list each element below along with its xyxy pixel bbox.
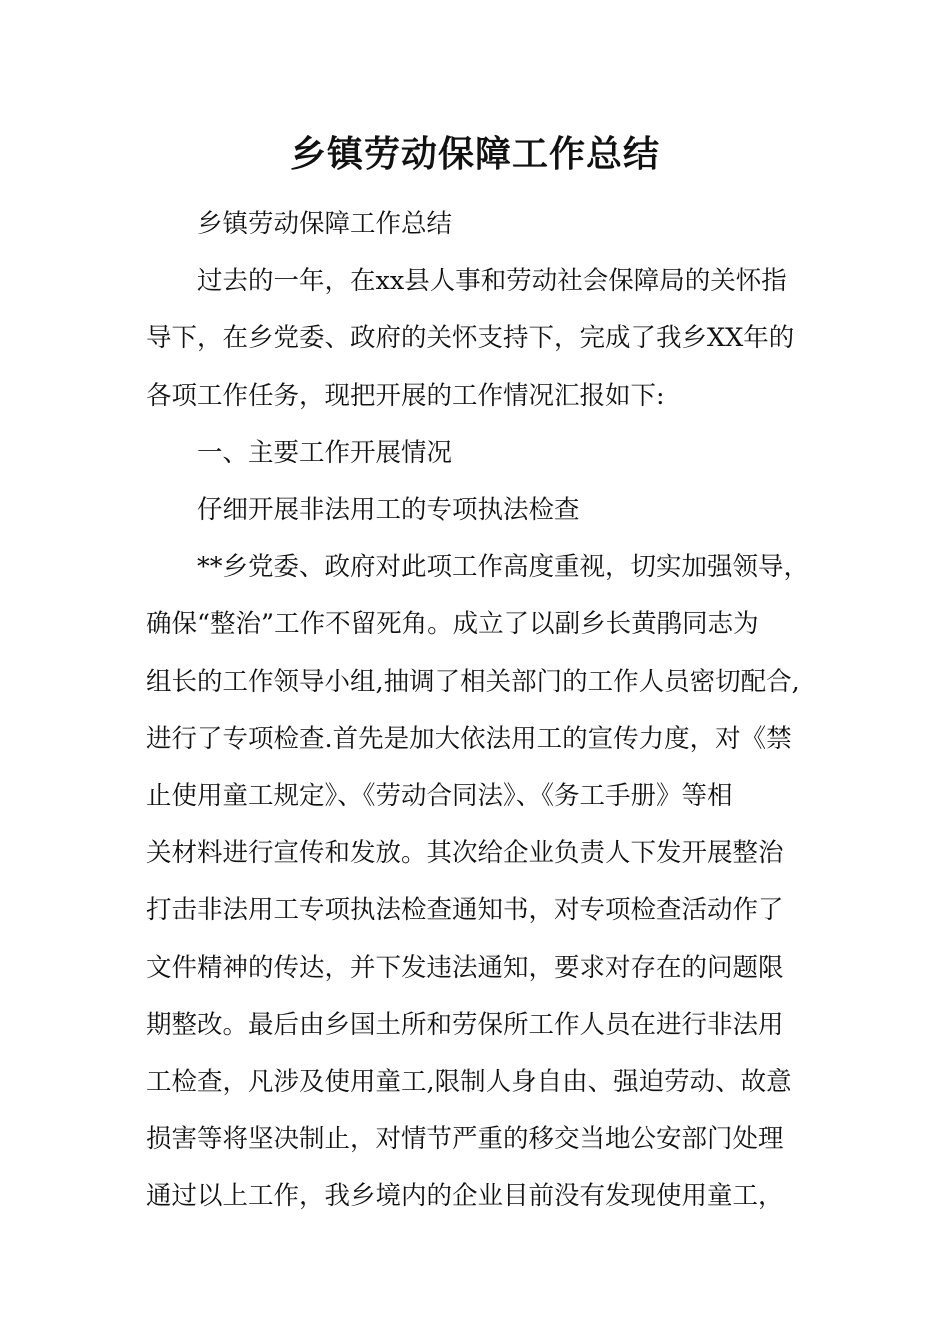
subsection-heading <box>146 482 836 539</box>
text-line: 文件精神的传达，并下发违法通知，要求对存在的问题限 <box>146 952 784 983</box>
paragraph-body <box>146 539 836 1225</box>
text-line: 导下，在乡党委、政府的关怀支持下，完成了我乡XX年的 <box>146 323 795 354</box>
text-line: 损害等将坚决制止，对情节严重的移交当地公安部门处理 <box>146 1124 784 1155</box>
text-line: 确保“整治”工作不留死角。成立了以副乡长黄鹃同志为 <box>146 609 759 640</box>
text-line: 通过以上工作，我乡境内的企业目前没有发现使用童工， <box>146 1181 784 1212</box>
text-line: 一、主要工作开展情况 <box>197 437 453 468</box>
text-line: 止使用童工规定》、《劳动合同法》、《务工手册》等相 <box>146 781 733 812</box>
text-line: 过去的一年，在xx县人事和劳动社会保障局的关怀指 <box>197 266 787 297</box>
text-line: 关材料进行宣传和发放。其次给企业负责人下发开展整治 <box>146 838 784 869</box>
paragraph-subtitle <box>146 196 836 253</box>
text-line: 组长的工作领导小组,抽调了相关部门的工作人员密切配合, <box>146 666 800 697</box>
text-line: 打击非法用工专项执法检查通知书，对专项检查活动作了 <box>146 895 784 926</box>
text-line: 进行了专项检查.首先是加大依法用工的宣传力度，对《禁 <box>146 723 792 754</box>
text-line: 工检查，凡涉及使用童工,限制人身自由、强迫劳动、故意 <box>146 1067 792 1098</box>
text-line: 各项工作任务，现把开展的工作情况汇报如下: <box>146 380 665 411</box>
document-title: 乡镇劳动保障工作总结 <box>289 133 660 175</box>
text-line: 乡镇劳动保障工作总结 <box>197 209 453 239</box>
paragraph-intro <box>146 253 836 425</box>
text-line: **乡党委、政府对此项工作高度重视，切实加强领导， <box>197 552 810 583</box>
section-heading <box>146 425 836 482</box>
text-line: 期整改。最后由乡国土所和劳保所工作人员在进行非法用 <box>146 1009 784 1040</box>
document-body <box>146 196 836 1226</box>
text-line: 仔细开展非法用工的专项执法检查 <box>197 495 580 526</box>
